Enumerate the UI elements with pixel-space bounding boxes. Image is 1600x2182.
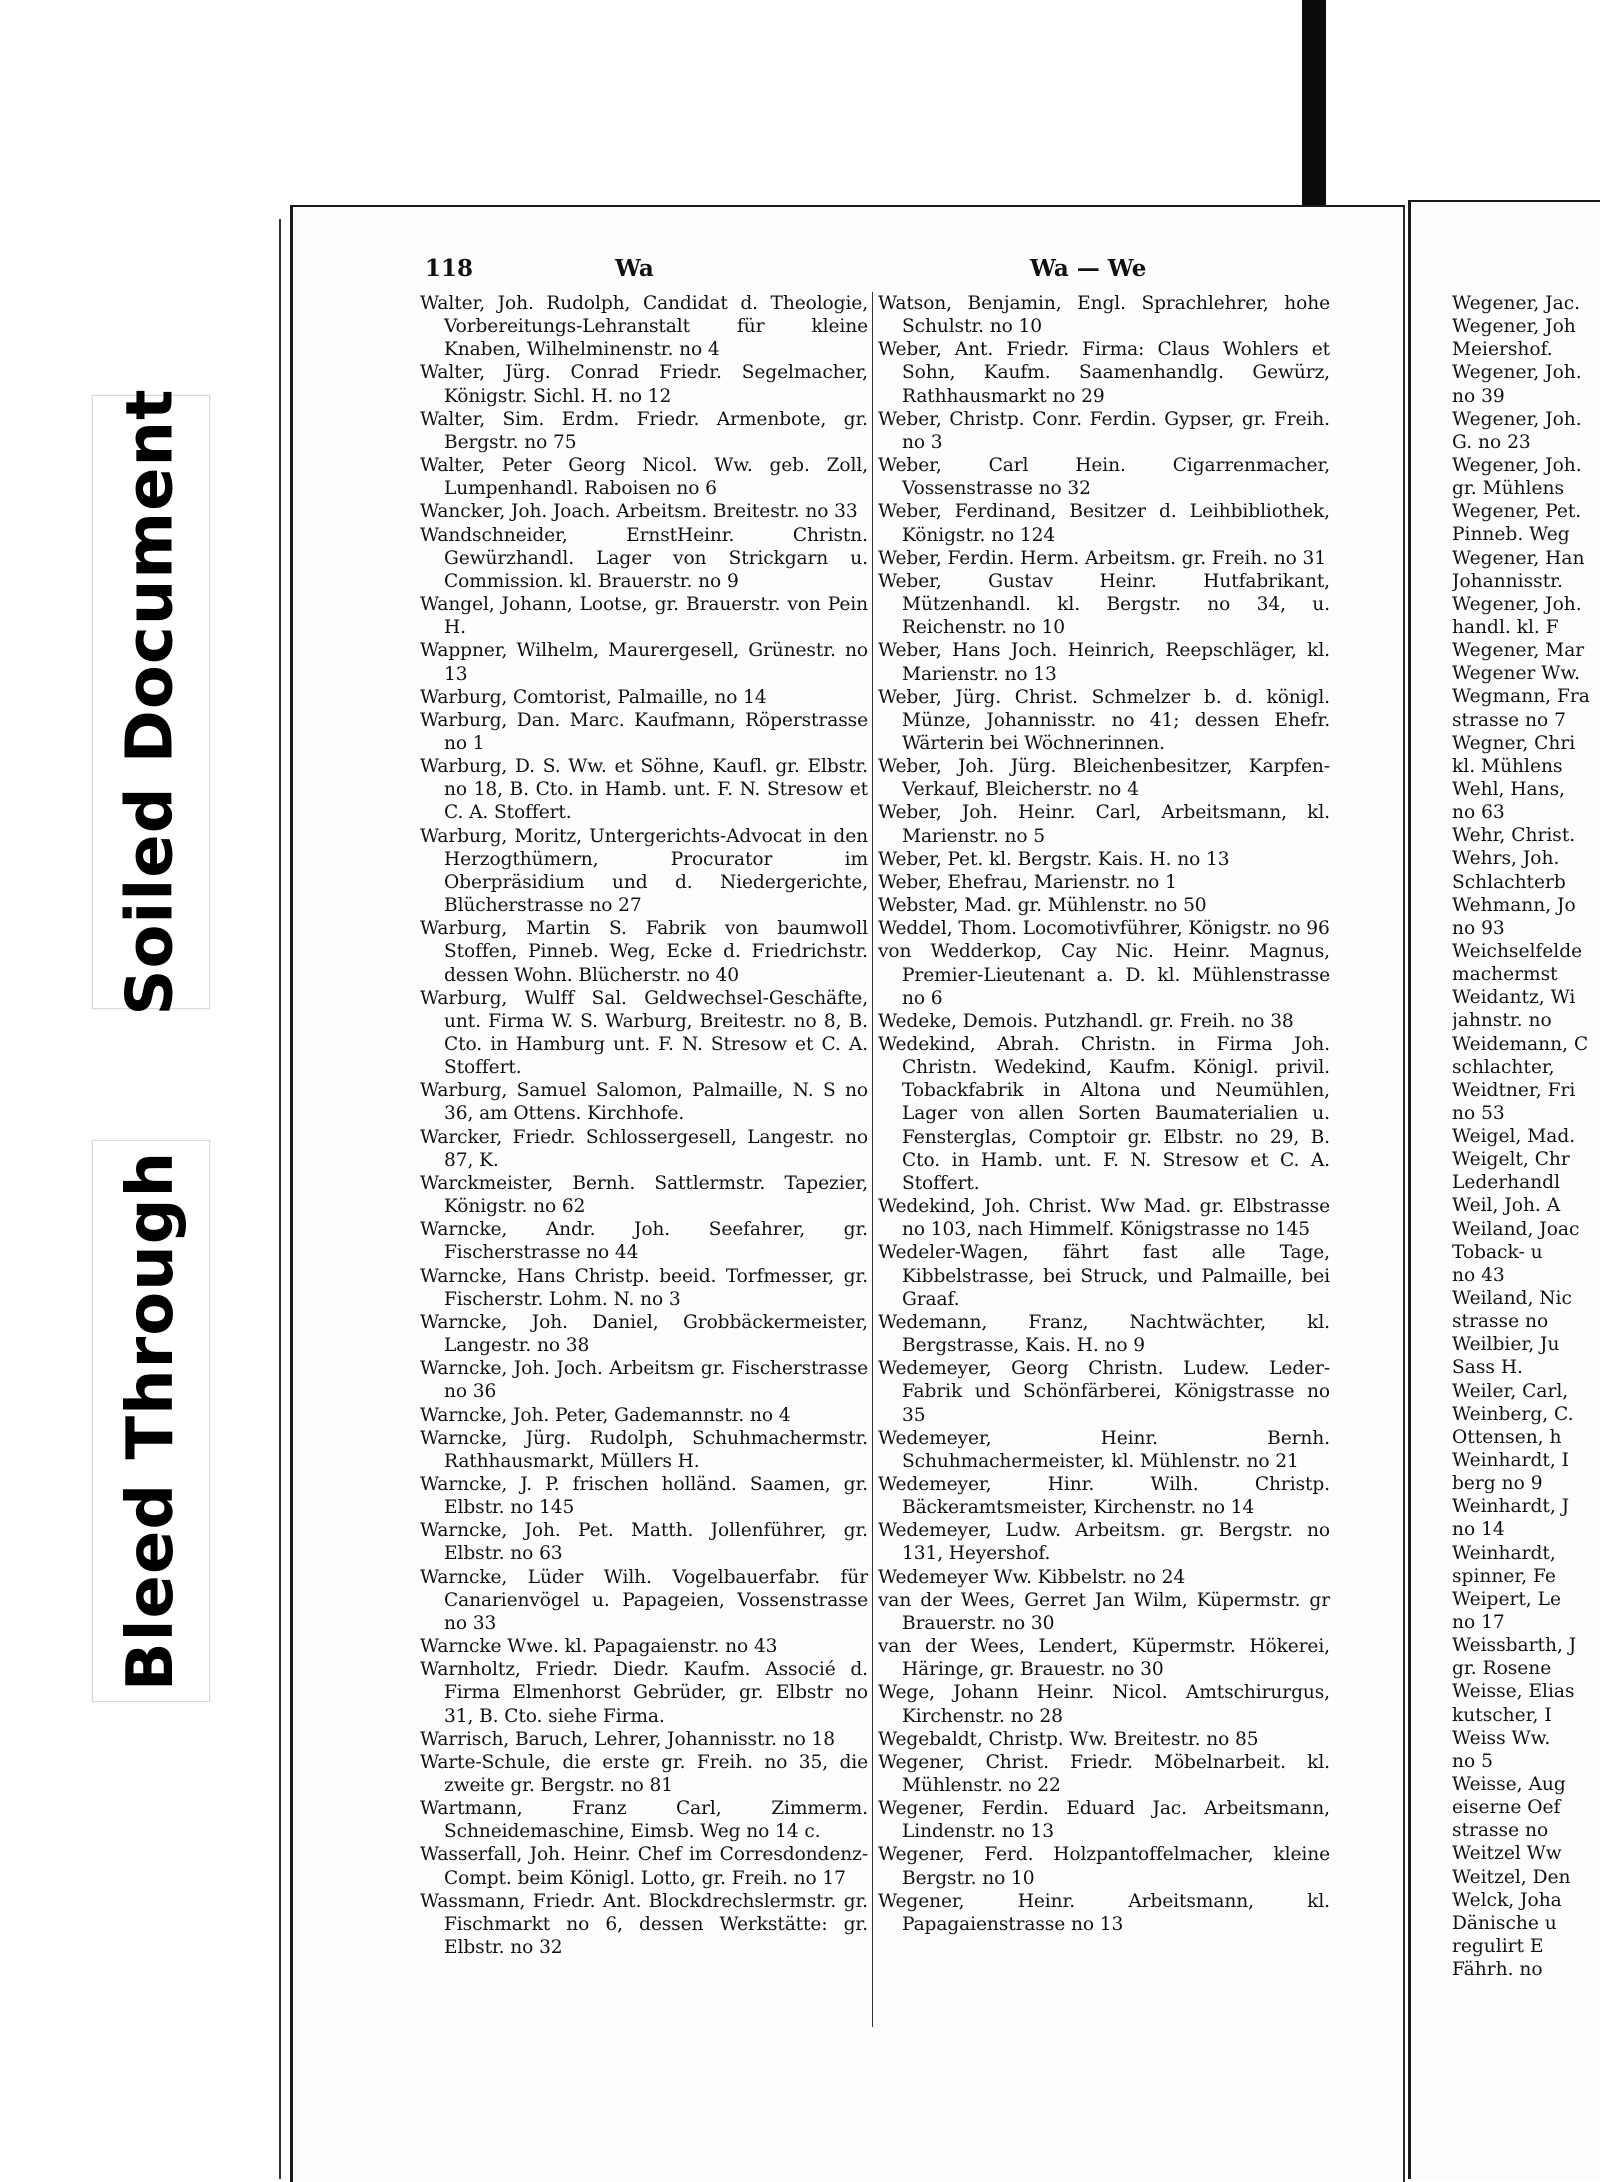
directory-entry: Warburg, Comtorist, Palmaille, no 14 <box>420 686 767 708</box>
soiled-document-text: Soiled Document <box>114 388 188 1016</box>
directory-entry: Wedeler-Wagen, fährt fast alle Tage, Kibbelstrasse, bei Struck, und Palmaille, bei Graaf. <box>878 1242 1330 1310</box>
fragment-line: Weidemann, C <box>1452 1033 1589 1055</box>
fragment-line: no 43 <box>1452 1264 1505 1286</box>
fragment-line: Weinhardt, I <box>1452 1450 1570 1472</box>
fragment-line: berg no 9 <box>1452 1473 1543 1495</box>
directory-entry: Warncke, Joh. Daniel, Grobbäckermeister, Langestr. no 38 <box>420 1311 868 1357</box>
directory-entry: Walter, Jürg. Conrad Friedr. Segelmacher, Königstr. Sichl. H. no 12 <box>420 362 868 407</box>
directory-entry: Warburg, Martin S. Fabrik von baumwoll Stoffen, Pinneb. Weg, Ecke d. Friedrichstr. dessen Wohn. Blücherstr. no 40 <box>420 918 868 986</box>
fragment-line: eiserne Oef <box>1452 1797 1561 1819</box>
fragment-line: Johannisstr. <box>1452 570 1563 592</box>
directory-entry: Weber, Ehefrau, Marienstr. no 1 <box>878 871 1177 893</box>
fragment-line: Weichselfelde <box>1452 940 1583 962</box>
directory-entry: Wedeke, Demois. Putzhandl. gr. Freih. no 38 <box>878 1010 1294 1032</box>
directory-entry: Weber, Christp. Conr. Ferdin. Gypser, gr. Freih. no 3 <box>878 408 1330 453</box>
directory-entry: Walter, Peter Georg Nicol. Ww. geb. Zoll, Lumpenhandl. Raboisen no 6 <box>420 455 868 500</box>
directory-entry: Wegener, Ferdin. Eduard Jac. Arbeitsmann, Lindenstr. no 13 <box>878 1798 1330 1843</box>
directory-entry: Warncke Wwe. kl. Papagaienstr. no 43 <box>420 1636 778 1658</box>
fragment-line: spinner, Fe <box>1452 1565 1556 1587</box>
directory-entry: Warburg, Moritz, Untergerichts-Advocat in den Herzogthümern, Procurator im Oberpräsidium und d. Niedergerichte, Blücherstrasse no 27 <box>420 825 868 917</box>
directory-entry: Wangel, Johann, Lootse, gr. Brauerstr. von Pein H. <box>420 594 868 639</box>
directory-entry: Warburg, D. S. Ww. et Söhne, Kaufl. gr. Elbstr. no 18, B. Cto. in Hamb. unt. F. N. Stresow et C. A. Stoffert. <box>420 756 868 824</box>
fragment-line: G. no 23 <box>1452 431 1531 453</box>
directory-entry: Wedemeyer Ww. Kibbelstr. no 24 <box>878 1566 1186 1588</box>
directory-entry: Walter, Sim. Erdm. Friedr. Armenbote, gr. Bergstr. no 75 <box>420 408 868 453</box>
fragment-line: Weiss Ww. <box>1452 1727 1551 1749</box>
directory-entry: Warburg, Samuel Salomon, Palmaille, N. S no 36, am Ottens. Kirchhofe. <box>420 1080 868 1125</box>
directory-entry: Weber, Jürg. Christ. Schmelzer b. d. königl. Münze, Johannisstr. no 41; dessen Ehefr. Wärterin bei Wöchnerinnen. <box>878 686 1330 754</box>
directory-entry: Weber, Ant. Friedr. Firma: Claus Wohlers et Sohn, Kaufm. Saamenhandlg. Gewürz, Rathhausmarkt no 29 <box>878 339 1330 407</box>
fragment-line: Wehl, Hans, <box>1452 778 1566 800</box>
fragment-line: Meiershof. <box>1452 339 1553 361</box>
directory-entry: Weber, Ferdin. Herm. Arbeitsm. gr. Freih. no 31 <box>878 547 1326 569</box>
column-divider <box>872 292 873 2027</box>
directory-entry: Walter, Joh. Rudolph, Candidat d. Theologie, Vorbereitungs-Lehranstalt für kleine Knaben, Wilhelminenstr. no 4 <box>420 293 868 361</box>
fragment-line: Weidantz, Wi <box>1452 987 1576 1009</box>
directory-entry: van der Wees, Lendert, Küpermstr. Hökerei, Häringe, gr. Brauestr. no 30 <box>878 1636 1330 1681</box>
fragment-line: Wegner, Chri <box>1452 732 1576 754</box>
directory-entry: Warncke, Joh. Pet. Matth. Jollenführer, gr. Elbstr. no 63 <box>420 1520 868 1565</box>
fragment-line: regulirt E <box>1452 1935 1544 1957</box>
directory-entry: Warncke, Joh. Joch. Arbeitsm gr. Fischerstrasse no 36 <box>420 1358 868 1403</box>
directory-entry: Weber, Gustav Heinr. Hutfabrikant, Mützenhandl. kl. Bergstr. no 34, u. Reichenstr. no 10 <box>878 570 1330 639</box>
directory-entry: Warncke, Jürg. Rudolph, Schuhmachermstr. Rathhausmarkt, Müllers H. <box>420 1427 868 1472</box>
fragment-line: gr. Rosene <box>1452 1658 1552 1680</box>
fragment-line: Lederhandl <box>1452 1172 1561 1194</box>
fragment-line: handl. kl. F <box>1452 616 1559 638</box>
fragment-line: Pinneb. Weg <box>1452 524 1570 546</box>
fragment-line: Wegener, Joh. <box>1452 362 1582 384</box>
directory-entry: Wedemeyer, Heinr. Bernh. Schuhmachermeister, kl. Mühlenstr. no 21 <box>878 1427 1330 1472</box>
fragment-line: Wegmann, Fra <box>1452 686 1590 708</box>
directory-entry: Webster, Mad. gr. Mühlenstr. no 50 <box>878 895 1207 917</box>
directory-entry: Wasserfall, Joh. Heinr. Chef im Corresdondenz-Compt. beim Königl. Lotto, gr. Freih. no 17 <box>420 1844 868 1889</box>
directory-entry: Wege, Johann Heinr. Nicol. Amtschirurgus, Kirchenstr. no 28 <box>878 1682 1330 1727</box>
fragment-line: Wegener, Joh. <box>1452 454 1582 476</box>
directory-entry: Weber, Pet. kl. Bergstr. Kais. H. no 13 <box>878 848 1230 870</box>
fragment-line: Weiland, Nic <box>1452 1288 1572 1310</box>
directory-entry: Weber, Joh. Heinr. Carl, Arbeitsmann, kl. Marienstr. no 5 <box>878 802 1330 847</box>
fragment-line: Wegener, Mar <box>1452 640 1585 662</box>
fragment-line: Wegener, Joh. <box>1452 593 1582 615</box>
fragment-line: Toback- u <box>1452 1241 1543 1263</box>
directory-entry: Wegener, Heinr. Arbeitsmann, kl. Papagaienstrasse no 13 <box>878 1890 1330 1935</box>
fragment-line: Weil, Joh. A <box>1452 1195 1561 1217</box>
directory-entry: Wegebaldt, Christp. Ww. Breitestr. no 85 <box>878 1728 1259 1750</box>
fragment-line: no 93 <box>1452 917 1505 939</box>
fragment-line: machermst <box>1452 964 1558 986</box>
fragment-line: no 39 <box>1452 385 1505 407</box>
directory-entry: van der Wees, Gerret Jan Wilm, Küpermstr. gr Brauerstr. no 30 <box>878 1589 1330 1634</box>
fragment-line: Weisse, Aug <box>1452 1774 1566 1795</box>
bleed-through-text: Bleed Through <box>114 1150 188 1692</box>
directory-entry: Warte-Schule, die erste gr. Freih. no 35, die zweite gr. Bergstr. no 81 <box>420 1751 868 1796</box>
fragment-line: Weipert, Le <box>1452 1588 1561 1610</box>
fragment-line: Weissbarth, J <box>1452 1635 1577 1657</box>
directory-entry: Wegener, Christ. Friedr. Möbelnarbeit. kl. Mühlenstr. no 22 <box>878 1751 1330 1796</box>
directory-entry: Wedekind, Joh. Christ. Ww Mad. gr. Elbstrasse no 103, nach Himmelf. Königstrasse no 145 <box>878 1196 1330 1241</box>
directory-entry: Warncke, Andr. Joh. Seefahrer, gr. Fischerstrasse no 44 <box>420 1219 868 1264</box>
fragment-line: no 63 <box>1452 802 1505 824</box>
fragment-line: kutscher, I <box>1452 1704 1552 1726</box>
fragment-line: Weigel, Mad. <box>1452 1126 1576 1148</box>
fragment-line: Wegener, Joh <box>1452 316 1576 338</box>
directory-entry: Weber, Ferdinand, Besitzer d. Leihbibliothek, Königstr. no 124 <box>878 501 1330 546</box>
directory-column-left <box>420 292 868 1959</box>
fragment-line: strasse no 7 <box>1452 709 1566 731</box>
directory-column-right <box>878 292 1330 1936</box>
fragment-line: no 53 <box>1452 1102 1505 1124</box>
fragment-line: Weilbier, Ju <box>1452 1334 1560 1356</box>
directory-entry: Wappner, Wilhelm, Maurergesell, Grünestr. no 13 <box>420 640 868 685</box>
directory-entry: Weber, Carl Hein. Cigarrenmacher, Vossenstrasse no 32 <box>878 455 1330 500</box>
fragment-line: Ottensen, h <box>1452 1426 1562 1448</box>
bleed-through-label <box>92 1140 210 1702</box>
directory-entry: Wassmann, Friedr. Ant. Blockdrechslermstr. gr. Fischmarkt no 6, dessen Werkstätte: gr. Elbstr. no 32 <box>420 1890 868 1959</box>
fragment-line: gr. Mühlens <box>1452 478 1565 500</box>
directory-entry: Weber, Joh. Jürg. Bleichenbesitzer, Karpfen-Verkauf, Bleicherstr. no 4 <box>878 756 1330 801</box>
directory-entry: Warburg, Dan. Marc. Kaufmann, Röperstrasse no 1 <box>420 709 868 754</box>
directory-entry: Weber, Hans Joch. Heinrich, Reepschläger, kl. Marienstr. no 13 <box>878 640 1330 685</box>
directory-entry: Wandschneider, ErnstHeinr. Christn. Gewürzhandl. Lager von Strickgarn u. Commission. kl. Brauerstr. no 9 <box>420 524 868 592</box>
fragment-line: Wehr, Christ. <box>1452 825 1576 847</box>
directory-entry: Wedemeyer, Ludw. Arbeitsm. gr. Bergstr. no 131, Heyershof. <box>878 1520 1330 1565</box>
soiled-document-label <box>92 388 210 1016</box>
fragment-line: Fährh. no <box>1452 1959 1543 1981</box>
right-column-heading: Wa — We <box>1030 255 1147 282</box>
fragment-line: Weigelt, Chr <box>1452 1149 1570 1171</box>
directory-entry: Wegener, Ferd. Holzpantoffelmacher, kleine Bergstr. no 10 <box>878 1844 1330 1889</box>
fragment-line: Schlachterb <box>1452 871 1566 893</box>
fragment-line: no 17 <box>1452 1612 1505 1634</box>
fragment-line: Wegener Ww. <box>1452 663 1581 685</box>
fragment-line: schlachter, <box>1452 1056 1555 1078</box>
directory-entry: Wedekind, Abrah. Christn. in Firma Joh. Christn. Wedekind, Kaufm. Königl. privil. Tobackfabrik in Altona und Neumühlen, Lager von allen Sorten Baumaterialien u. Fensterglas, Comptoir gr. Elbstr. no 29, B. Cto. in Hamb. unt. F. N. Stresow et C. A. Stoffert. <box>878 1034 1330 1194</box>
fragment-line: Welck, Joha <box>1452 1889 1562 1911</box>
directory-entry: Weddel, Thom. Locomotivführer, Königstr. no 96 <box>878 918 1330 940</box>
fragment-line: strasse no <box>1452 1820 1549 1842</box>
page-number: 118 <box>425 255 474 282</box>
directory-entry: Watson, Benjamin, Engl. Sprachlehrer, hohe Schulstr. no 10 <box>878 293 1330 338</box>
directory-entry: Wedemeyer, Hinr. Wilh. Christp. Bäckeramtsmeister, Kirchenstr. no 14 <box>878 1473 1330 1519</box>
scan-border-strip <box>1302 0 1326 220</box>
fragment-line: Weisse, Elias <box>1452 1681 1575 1703</box>
next-page-fragment-column <box>1452 292 1600 1981</box>
fragment-line: Dänische u <box>1452 1912 1557 1934</box>
fragment-line: Wehmann, Jo <box>1452 894 1576 916</box>
fragment-line: strasse no <box>1452 1311 1549 1333</box>
fragment-line: no 14 <box>1452 1519 1505 1541</box>
directory-entry: Wartmann, Franz Carl, Zimmerm. Schneidemaschine, Eimsb. Weg no 14 c. <box>420 1798 868 1843</box>
fragment-line: Weiland, Joac <box>1452 1218 1580 1240</box>
directory-entry: Warrisch, Baruch, Lehrer, Johannisstr. no 18 <box>420 1728 835 1750</box>
fragment-line: Weinhardt, <box>1452 1542 1556 1564</box>
fragment-line: Weinberg, C. <box>1452 1403 1574 1425</box>
directory-entry: Warnholtz, Friedr. Diedr. Kaufm. Associé d. Firma Elmenhorst Gebrüder, gr. Elbstr no 31, B. Cto. siehe Firma. <box>420 1659 868 1727</box>
directory-entry: Warburg, Wulff Sal. Geldwechsel-Geschäfte, unt. Firma W. S. Warburg, Breitestr. no 8, B. Cto. in Hamburg unt. F. N. Stresow et C. A. Stoffert. <box>420 987 868 1079</box>
directory-entry: Warcker, Friedr. Schlossergesell, Langestr. no 87, K. <box>420 1126 868 1171</box>
directory-entry: Wancker, Joh. Joach. Arbeitsm. Breitestr. no 33 <box>420 501 858 523</box>
directory-entry: Warncke, J. P. frischen holländ. Saamen, gr. Elbstr. no 145 <box>420 1473 868 1519</box>
directory-entry: Warckmeister, Bernh. Sattlermstr. Tapezier, Königstr. no 62 <box>420 1172 868 1218</box>
fragment-line: Wegener, Jac. <box>1452 293 1581 314</box>
fragment-line: Wehrs, Joh. <box>1452 848 1560 870</box>
fragment-line: Weiler, Carl, <box>1452 1380 1569 1402</box>
left-column-heading: Wa <box>615 255 654 282</box>
fragment-line: Weinhardt, J <box>1452 1496 1570 1518</box>
directory-entry: Warncke, Joh. Peter, Gademannstr. no 4 <box>420 1404 791 1426</box>
directory-entry: Wedemeyer, Georg Christn. Ludew. Leder-Fabrik und Schönfärberei, Königstrasse no 35 <box>878 1358 1330 1426</box>
fragment-line: Wegener, Pet. <box>1452 501 1582 523</box>
directory-entry: von Wedderkop, Cay Nic. Heinr. Magnus, Premier-Lieutenant a. D. kl. Mühlenstrasse no 6 <box>878 941 1330 1009</box>
fragment-line: Wegener, Han <box>1452 547 1585 569</box>
fragment-line: Weitzel, Den <box>1452 1866 1571 1888</box>
fragment-line: no 5 <box>1452 1750 1493 1772</box>
fragment-line: Wegener, Joh. <box>1452 408 1582 430</box>
fragment-line: Sass H. <box>1452 1357 1523 1379</box>
fragment-line: Weidtner, Fri <box>1452 1079 1576 1101</box>
fragment-line: kl. Mühlens <box>1452 755 1563 777</box>
directory-entry: Wedemann, Franz, Nachtwächter, kl. Bergstrasse, Kais. H. no 9 <box>878 1311 1330 1357</box>
fragment-line: Weitzel Ww <box>1452 1843 1562 1865</box>
fragment-line: jahnstr. no <box>1452 1010 1552 1032</box>
directory-entry: Warncke, Lüder Wilh. Vogelbauerfabr. für Canarienvögel u. Papageien, Vossenstrasse no 33 <box>420 1566 868 1634</box>
directory-entry: Warncke, Hans Christp. beeid. Torfmesser, gr. Fischerstr. Lohm. N. no 3 <box>420 1265 868 1310</box>
